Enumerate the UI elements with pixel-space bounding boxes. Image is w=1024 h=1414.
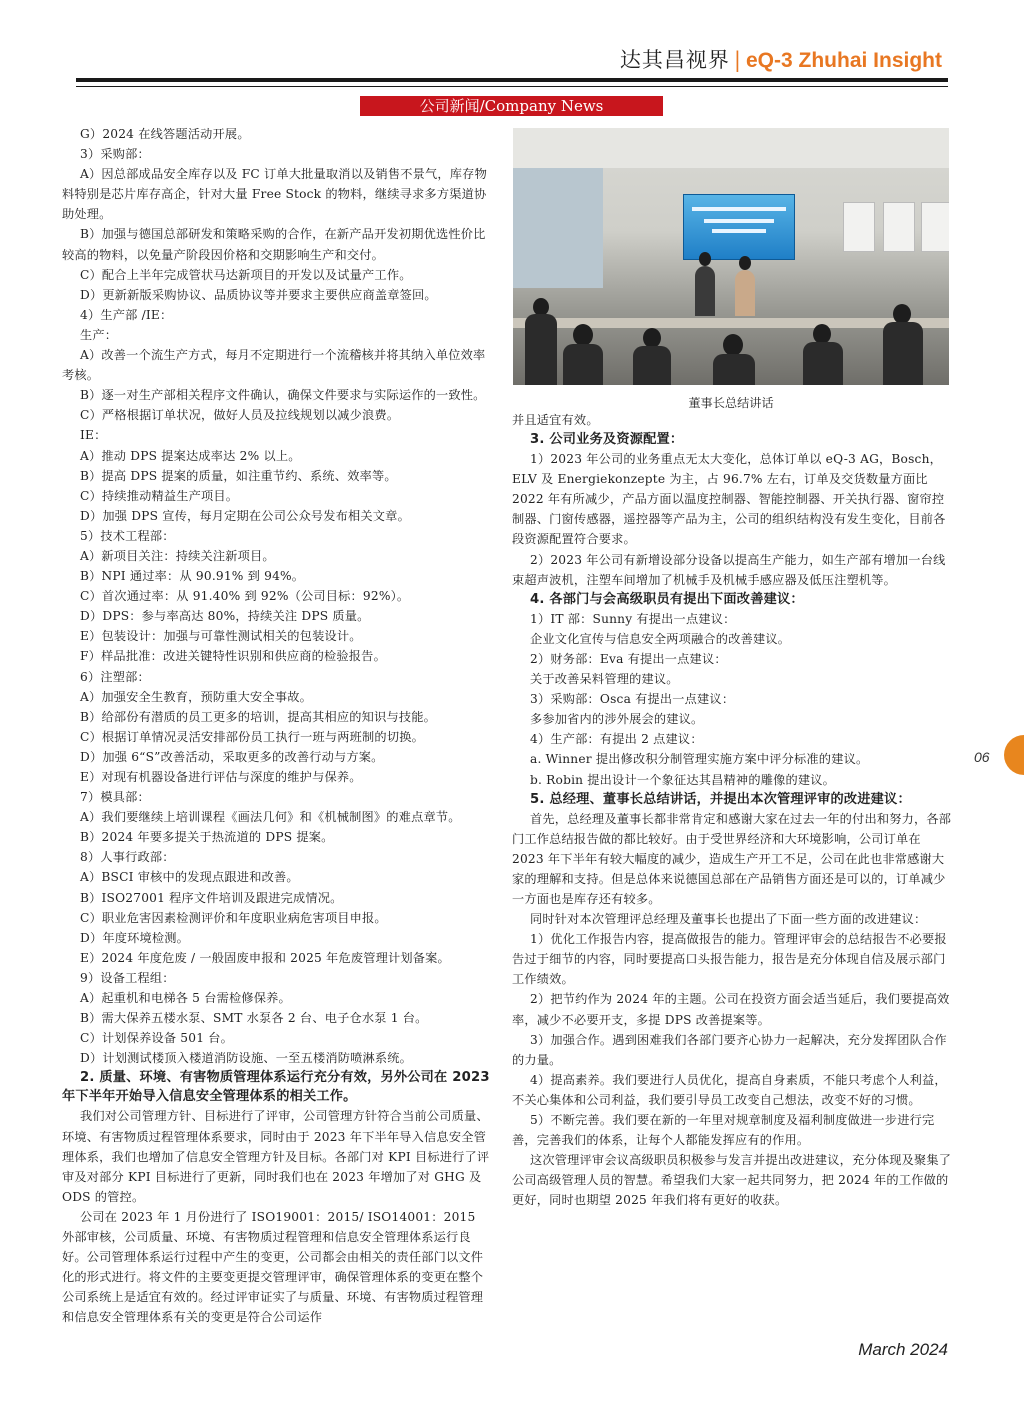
paragraph: 多参加省内的涉外展会的建议。 [530,712,704,727]
paragraph: A）推动 DPS 提案达成率达 2% 以上。 [80,448,301,463]
paragraph: A）起重机和电梯各 5 台需检修保养。 [80,991,291,1006]
paragraph: 同时针对本次管理评总经理及董事长也提出了下面一些方面的改进建议： [530,912,927,927]
paragraph: 3）采购部： [80,147,150,162]
paragraph: D）加强 DPS 宣传，每月定期在公司公众号发布相关文章。 [80,508,410,523]
paragraph: B）NPI 通过率：从 90.91% 到 94%。 [80,569,305,584]
paragraph: 4）提高素养。我们要进行人员优化，提高自身素质，不能只考虑个人利益，不关心集体和公司利益，我们要引导员工改变自己想法，改变不好的习惯。 [512,1072,947,1107]
paragraph: 首先，总经理及董事长都非常肯定和感谢大家在过去一年的付出和努力，各部门工作总结报告做的都比较好。由于受世界经济和大环境影响，公司订单在 2023 年下半年有较大幅度的减少，造成生产开工不足，公司在此也非常感谢大家的理解和支持。但是总体来说德国总部在产品销售方面还是可以的，订单减少一方面也是库存还有较多。 [512,811,952,906]
paragraph: A）加强安全生教育，预防重大安全事故。 [80,689,312,704]
page-tab-marker [1004,735,1024,775]
paragraph: A）BSCI 审核中的发现点跟进和改善。 [80,870,299,885]
paragraph: 3）采购部：Osca 有提出一点建议： [530,692,735,707]
paragraph: b. Robin 提出设计一个象征达其昌精神的雕像的建议。 [530,772,836,787]
paragraph: G）2024 在线答题活动开展。 [80,127,250,141]
paragraph: D）更新新版采购协议、品质协议等并要求主要供应商盖章签回。 [80,287,437,302]
paragraph: F）样品批准：改进关键特性识别和供应商的检验报告。 [80,649,386,664]
paragraph: D）DPS：参与率高达 80%，持续关注 DPS 质量。 [80,609,370,624]
meeting-photo [513,128,949,385]
section-heading: 3. 公司业务及资源配置： [530,432,684,448]
paragraph: E）2024 年度危废 / 一般固废申报和 2025 年危废管理计划备案。 [80,950,450,965]
paragraph: 2）2023 年公司有新增设部分设备以提高生产能力，如生产部有增加一台线束超声波机，注塑车间增加了机械手及机械手感应器及低压注塑机等。 [512,552,946,587]
paragraph: C）计划保养设备 501 台。 [80,1031,234,1046]
paragraph: 1）优化工作报告内容，提高做报告的能力。管理评审会的总结报告不必要报告过于细节的内容，同时要提高口头报告能力，报告是充分体现自信及展示部门工作绩效。 [512,932,947,987]
paragraph: C）首次通过率：从 91.40% 到 92%（公司目标：92%）。 [80,589,410,604]
paragraph: 6）注塑部： [80,669,150,684]
paragraph: D）加强 6“S”改善活动，采取更多的改善行动与方案。 [80,749,384,764]
title-separator: | [733,48,742,72]
paragraph: 8）人事行政部： [80,850,175,865]
paragraph: C）配合上半年完成管状马达新项目的开发以及试量产工作。 [80,267,412,282]
paragraph: 1）IT 部：Sunny 有提出一点建议： [530,611,736,626]
paragraph: 并且适宜有效。 [512,413,599,427]
paragraph: A）因总部成品安全库存以及 FC 订单大批量取消以及销售不景气，库存物料特别是芯片库存高企，针对大量 Free Stock 的物料，继续寻求多方渠道协助处理。 [62,167,487,222]
paragraph: 5）技术工程部： [80,528,175,543]
paragraph: 2）财务部：Eva 有提出一点建议： [530,651,727,666]
paragraph: 关于改善呆料管理的建议。 [530,672,679,687]
left-column [62,124,490,1327]
paragraph: 4）生产部 /IE： [80,307,173,322]
paragraph: 9）设备工程组： [80,970,175,985]
paragraph: 公司在 2023 年 1 月份进行了 ISO19001：2015/ ISO14001：2015 外部审核，公司质量、环境、有害物质过程管理和信息安全管理体系运行良好。公司管理体系运行过程中产生的变更，公司都会由相关的责任部门以文件化的形式进行。将文件的主要变更提交管理评审，确保管理体系的变更在整个公司系统上是适宜有效的。经过评审证实了与质量、环境、有害物质过程管理和信息安全管理体系有关的变更是符合公司运作 [62,1209,484,1325]
paragraph: E）对现有机器设备进行评估与深度的维护与保养。 [80,770,362,784]
section-heading: 2. 质量、环境、有害物质管理体系运行充分有效，另外公司在 2023 年下半年开始导入信息安全管理体系的相关工作。 [62,1070,490,1105]
paragraph: D）年度环境检测。 [80,930,190,945]
paragraph: 5）不断完善。我们要在新的一年里对规章制度及福利制度做进一步进行完善，完善我们的体系，让每个人都能发挥应有的作用。 [512,1113,935,1148]
magazine-title-en: eQ-3 Zhuhai Insight [745,49,942,72]
paragraph: C）持续推动精益生产项目。 [80,488,239,503]
paragraph: 企业文化宣传与信息安全两项融合的改善建议。 [530,631,791,646]
paragraph: 7）模具部： [80,790,150,805]
paragraph: B）2024 年要多提关于热流道的 DPS 提案。 [80,830,334,845]
header-rule-thick [76,78,948,82]
right-column [512,410,952,1210]
paragraph: B）逐一对生产部相关程序文件确认，确保文件要求与实际运作的一致性。 [80,388,486,403]
issue-date: March 2024 [858,1340,948,1359]
paragraph: A）我们要继续上培训课程《画法几何》和《机械制图》的难点章节。 [80,810,461,825]
header-rule-thin [76,86,948,87]
paragraph: C）根据订单情况灵活安排部份员工执行一班与两班制的切换。 [80,729,424,744]
paragraph: IE： [80,428,107,443]
section-banner: 公司新闻/Company News [360,96,663,116]
paragraph: A）新项目关注：持续关注新项目。 [80,548,275,563]
paragraph: B）给部份有潜质的员工更多的培训，提高其相应的知识与技能。 [80,709,437,724]
paragraph: 1）2023 年公司的业务重点无太大变化，总体订单以 eQ-3 AG，Bosch，ELV 及 Energiekonzepte 为主，占 96.7% 左右，订单及交货数量方面比 2022 年有所减少，产品方面以温度控制器、智能控制器、开关执行器、窗帘控制器、门窗传感器，遥控器等产品为主，公司的组织结构没有发生变化，目前各段资源配置符合要求。 [512,452,946,547]
paragraph: B）ISO27001 程序文件培训及跟进完成情况。 [80,890,343,905]
paragraph: 生产： [80,327,118,342]
paragraph: 2）把节约作为 2024 年的主题。公司在投资方面会适当延后，我们要提高效率，减少不必要开支，多提 DPS 改善提案等。 [512,992,950,1027]
paragraph: D）计划测试楼顶入楼道消防设施、一至五楼消防喷淋系统。 [80,1051,413,1066]
paragraph: 4）生产部：有提出 2 点建议： [530,732,703,747]
paragraph: a. Winner 提出修改积分制管理实施方案中评分标准的建议。 [530,752,869,767]
section-heading: 5. 总经理、董事长总结讲话，并提出本次管理评审的改进建议： [530,791,911,807]
paragraph: B）需大保养五楼水泵、SMT 水泵各 2 台、电子仓水泵 1 台。 [80,1011,428,1026]
page-number: 06 [974,749,990,765]
paragraph: 我们对公司管理方针、目标进行了评审，公司管理方针符合当前公司质量、环境、有害物质过程管理体系要求，同时由于 2023 年下半年导入信息安全管理体系，我们也增加了信息安全管理方针及目标。各部门对 KPI 目标进行了评审及对部分 KPI 目标进行了更新，同时我们也在 2023 年增加了对 GHG 及 ODS 的管控。 [62,1109,490,1204]
paragraph: E）包装设计：加强与可靠性测试相关的包装设计。 [80,629,362,644]
paragraph: A）改善一个流生产方式，每月不定期进行一个流稽核并将其纳入单位效率考核。 [62,348,486,383]
paragraph: 这次管理评审会议高级职员积极参与发言并提出改进建议，充分体现及聚集了公司高级管理人员的智慧。希望我们大家一起共同努力，把 2024 年的工作做的更好，同时也期望 2025 年我们将有更好的收获。 [512,1153,952,1208]
paragraph: B）加强与德国总部研发和策略采购的合作，在新产品开发初期优选性价比较高的物料，以免量产阶段因价格和交期影响生产和交付。 [62,227,486,262]
magazine-title [620,44,942,74]
paragraph: 3）加强合作。遇到困难我们各部门要齐心协力一起解决，充分发挥团队合作的力量。 [512,1032,947,1067]
paragraph: B）提高 DPS 提案的质量，如注重节约、系统、效率等。 [80,468,397,483]
paragraph: C）严格根据订单状况，做好人员及拉线规划以减少浪费。 [80,408,400,423]
paragraph: C）职业危害因素检测评价和年度职业病危害项目申报。 [80,910,387,925]
magazine-title-cn: 达其昌视界 [619,48,730,72]
section-heading: 4. 各部门与会高级职员有提出下面改善建议： [530,591,804,607]
photo-caption: 董事长总结讲话 [688,396,774,410]
